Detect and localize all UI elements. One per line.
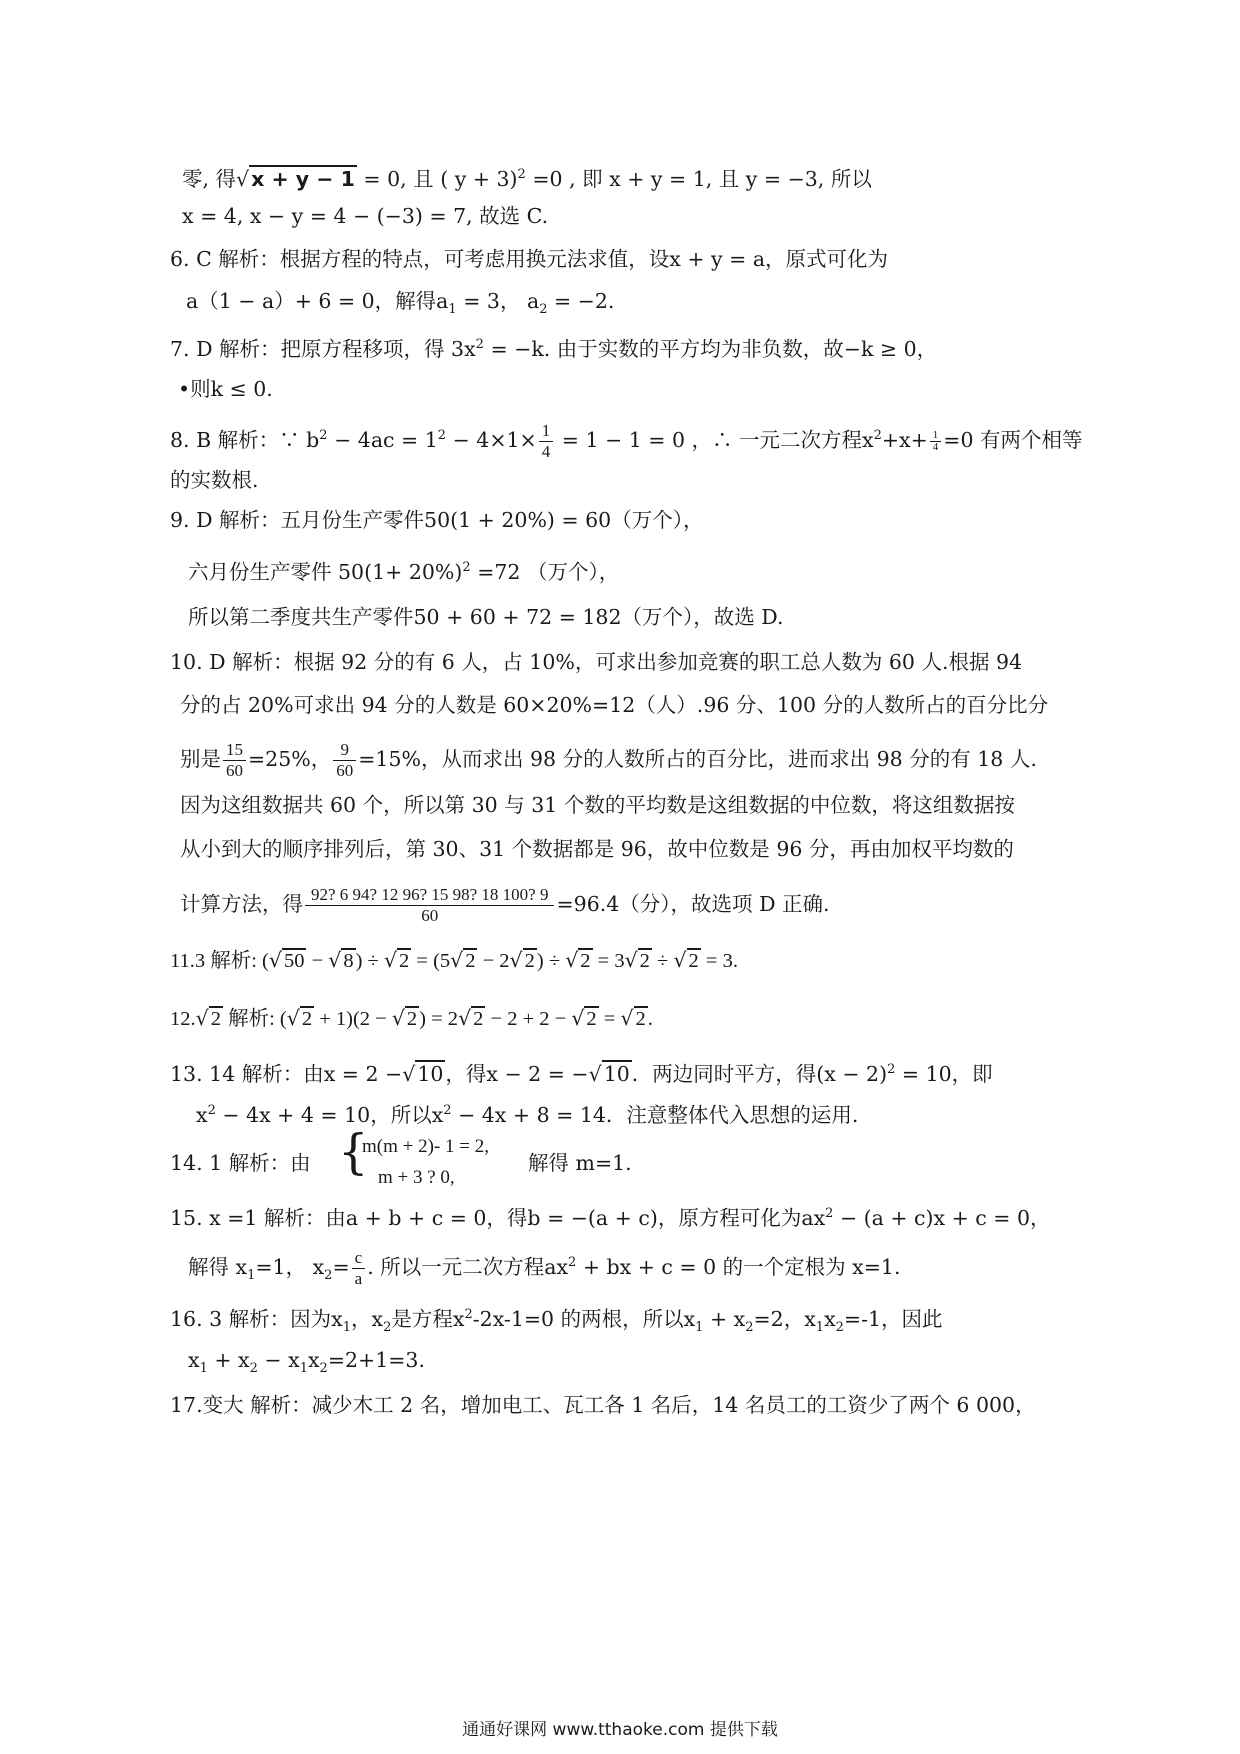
text-fragment: x = 4, x − y = 4 − (−3) = 7, 故选 C. — [182, 204, 549, 228]
radicand: 10 — [603, 1061, 630, 1086]
text-fragment: ) ÷ — [536, 950, 566, 972]
text-fragment: ．两边同时平方，得(x − 2) — [631, 1061, 888, 1086]
text-line — [182, 201, 548, 231]
text-line — [178, 374, 273, 404]
text-fragment: =1， x — [255, 1255, 325, 1279]
radical-sign: √ — [268, 948, 282, 972]
text-fragment: x — [824, 1306, 836, 1331]
text-line — [186, 286, 614, 325]
fraction — [333, 740, 356, 781]
text-fragment: 8. B 解析：∵ b — [170, 428, 320, 452]
radical-sign: √ — [402, 1061, 416, 1086]
text-fragment: = 3 — [592, 950, 625, 972]
superscript: 2 — [887, 1062, 896, 1077]
text-fragment: 从小到大的顺序排列后，第 30、31 个数据都是 96，故中位数是 96 分，再由加权平均数的 — [180, 837, 1014, 861]
fraction-numerator: 15 — [223, 740, 246, 761]
radicand: 2 — [210, 1008, 221, 1030]
answer-12-line — [170, 1003, 653, 1034]
text-fragment: + x — [703, 1306, 746, 1331]
text-fragment: m + 3 ? 0, — [378, 1167, 455, 1188]
fraction-numerator: 1 — [539, 421, 554, 442]
text-fragment: = −k. 由于实数的平方均为非负数，故−k ≥ 0， — [483, 336, 938, 361]
superscript: 2 — [568, 1255, 577, 1271]
text-fragment: 14. 1 解析：由 — [170, 1151, 311, 1175]
radicand: 50 — [283, 950, 305, 972]
fraction-denominator: 60 — [226, 761, 243, 780]
subscript: 2 — [745, 1319, 754, 1335]
text-line — [180, 834, 1014, 864]
text-line — [188, 1345, 425, 1384]
text-fragment: 16. 3 解析：因为x — [170, 1306, 343, 1331]
text-fragment: 解得 x — [188, 1255, 248, 1279]
text-fragment: =96.4（分），故选项 D 正确. — [556, 892, 830, 916]
text-fragment: − 2 + 2 − — [485, 1008, 572, 1030]
text-fragment: 解得 m=1. — [528, 1151, 632, 1175]
text-fragment: 零, 得 — [182, 166, 237, 191]
answer-13-line — [170, 1055, 993, 1089]
radical-sign: √ — [624, 948, 638, 972]
text-fragment: + bx + c = 0 的一个定根为 x=1. — [576, 1255, 901, 1279]
fraction-numerator: 92? 6 94? 12 96? 15 98? 18 100? 9 — [305, 885, 554, 906]
fraction-denominator: a — [354, 1269, 363, 1288]
superscript: 2 — [873, 428, 882, 444]
text-fragment: =72 （万个）， — [470, 559, 620, 584]
text-fragment: 12. — [170, 1008, 196, 1030]
radicand: 2 — [399, 950, 410, 972]
text-fragment: =0 有两个相等 — [943, 428, 1083, 452]
text-fragment: − — [306, 950, 329, 972]
text-fragment: = −2. — [547, 289, 615, 313]
text-fragment: 15. x =1 解析：由a + b + c = 0，得b = −(a + c)，原方程可化为ax — [170, 1205, 826, 1230]
fraction-denominator: 4 — [541, 442, 551, 461]
superscript: 2 — [437, 428, 447, 444]
radical-sign: √ — [571, 1006, 585, 1030]
text-fragment: 9. D 解析：五月份生产零件50(1 + 20%) = 60（万个）， — [170, 508, 704, 532]
text-fragment: x — [188, 1348, 200, 1372]
fraction — [352, 1248, 366, 1289]
answer-17-line — [170, 1390, 1036, 1420]
fraction-denominator: 60 — [336, 761, 354, 780]
text-fragment: = 3. — [700, 950, 738, 972]
answer-11-line — [170, 945, 738, 976]
text-line — [188, 602, 784, 632]
radical-sign: √ — [391, 1006, 405, 1030]
radical-sign: √ — [383, 948, 398, 972]
radicand: 2 — [639, 950, 650, 972]
radical-sign: √ — [328, 948, 342, 972]
text-fragment: a（1 − a）+ 6 = 0，解得a — [186, 289, 449, 313]
text-line — [528, 1148, 632, 1178]
text-fragment: 因为这组数据共 60 个，所以第 30 与 31 个数的平均数是这组数据的中位数，将这组数据按 — [180, 793, 1015, 817]
answer-10-line — [170, 647, 1022, 677]
radical-sign: √ — [620, 1006, 634, 1030]
radicand: 2 — [301, 1008, 313, 1030]
text-fragment: =2+1=3. — [327, 1348, 425, 1372]
text-fragment: − 4ac = 1 — [327, 428, 438, 452]
text-fragment: = — [332, 1255, 350, 1279]
subscript: 1 — [448, 302, 457, 318]
radicand: x + y − 1 — [251, 166, 355, 191]
text-fragment: 解析: ( — [222, 1008, 287, 1030]
text-fragment: − x — [257, 1348, 300, 1372]
radicand: 2 — [473, 1008, 484, 1030]
superscript: 2 — [462, 560, 471, 575]
page-footer: 通通好课网 www.tthaoke.com 提供下载 — [462, 1720, 778, 1740]
text-fragment: 别是 — [180, 747, 221, 771]
fraction — [930, 430, 942, 453]
radicand: 2 — [406, 1008, 418, 1030]
text-fragment: − 4×1× — [446, 428, 537, 452]
radical-sign: √ — [236, 166, 250, 191]
superscript: 2 — [319, 428, 328, 444]
subscript: 1 — [695, 1319, 704, 1335]
subscript: 2 — [835, 1319, 844, 1335]
radicand: 2 — [586, 1008, 597, 1030]
text-fragment: = — [598, 1008, 621, 1030]
radicand: 2 — [580, 950, 591, 972]
radicand: 2 — [524, 950, 535, 972]
text-fragment: − (a + c)x + c = 0， — [833, 1205, 1051, 1230]
text-fragment: + x — [207, 1348, 250, 1372]
answer-6-line — [170, 244, 888, 274]
radicand: 2 — [635, 1008, 646, 1030]
text-fragment: -2x-1=0 的两根，所以x — [472, 1306, 696, 1331]
fraction-denominator: 60 — [421, 906, 439, 925]
left-brace: { — [338, 1124, 369, 1180]
text-fragment: . 所以一元二次方程ax — [367, 1255, 569, 1279]
text-fragment: •则k ≤ 0. — [178, 377, 273, 401]
text-fragment: +x+ — [881, 428, 928, 452]
text-fragment: x — [307, 1348, 320, 1372]
answer-7-line — [170, 330, 937, 364]
radical-sign: √ — [673, 948, 687, 972]
equation-system-row — [378, 1163, 455, 1193]
text-fragment: ÷ — [651, 950, 674, 972]
superscript: 2 — [517, 167, 526, 182]
subscript: 2 — [324, 1268, 333, 1284]
text-fragment: 10. D 解析：根据 92 分的有 6 人，占 10%，可求出参加竞赛的职工总人数为 60 人.根据 94 — [170, 650, 1023, 674]
text-fragment: =2，x — [753, 1306, 816, 1331]
text-fragment: =-1，因此 — [843, 1306, 943, 1331]
text-fragment: =15%，从而求出 98 分的人数所占的百分比，进而求出 98 分的有 18 人. — [358, 747, 1037, 771]
radicand: 2 — [465, 950, 476, 972]
answer-16-line — [170, 1300, 943, 1343]
radicand: 2 — [688, 950, 699, 972]
text-fragment: ，x — [351, 1306, 384, 1331]
text-line — [180, 790, 1015, 820]
text-fragment: 的实数根. — [170, 468, 259, 492]
text-fragment: − 4x + 4 = 10，所以x — [215, 1102, 444, 1127]
subscript: 1 — [815, 1319, 825, 1335]
fraction — [539, 421, 554, 462]
text-fragment: = (5 — [411, 950, 451, 972]
text-fragment: x — [196, 1102, 208, 1127]
radical-sign: √ — [458, 1006, 472, 1030]
text-fragment: 计算方法，得 — [180, 892, 303, 916]
text-fragment: 17.变大 解析：减少木工 2 名，增加电工、瓦工各 1 名后，14 名员工的工资少了两个 6 000， — [170, 1393, 1036, 1417]
text-fragment: 7. D 解析：把原方程移项，得 3x — [170, 336, 476, 361]
radicand: 10 — [417, 1061, 444, 1086]
text-fragment: = 0, 且 ( y + 3) — [356, 166, 518, 191]
answer-8-line — [170, 421, 1083, 462]
answer-14-line — [170, 1148, 311, 1178]
text-fragment: =25%， — [248, 747, 332, 771]
text-fragment: m(m + 2)- 1 = 2, — [362, 1136, 489, 1157]
text-fragment: 所以第二季度共生产零件50 + 60 + 72 = 182（万个），故选 D. — [188, 605, 784, 629]
answer-9-line — [170, 505, 703, 535]
fraction-numerator: c — [352, 1248, 366, 1269]
equation-system-row — [362, 1132, 489, 1162]
subscript: 1 — [299, 1361, 308, 1377]
superscript: 2 — [475, 337, 484, 352]
text-fragment: = 3， a — [456, 289, 540, 313]
radicand: 8 — [343, 950, 354, 972]
subscript: 1 — [247, 1268, 256, 1284]
text-fragment: ，得x − 2 = − — [445, 1061, 589, 1086]
text-fragment: 6. C 解析：根据方程的特点，可考虑用换元法求值，设x + y = a，原式可化为 — [170, 247, 889, 271]
text-fragment: 分的占 20%可求出 94 分的人数是 60×20%=12（人）.96 分、100 分的人数所占的百分比分 — [180, 693, 1049, 717]
superscript: 2 — [464, 1307, 473, 1322]
fraction-numerator: 1 — [930, 430, 942, 442]
text-line — [170, 465, 259, 495]
subscript: 2 — [383, 1319, 392, 1335]
text-fragment: = 10，即 — [895, 1061, 993, 1086]
fraction — [223, 740, 246, 781]
superscript: 2 — [825, 1206, 834, 1221]
radical-sign: √ — [286, 1006, 300, 1030]
text-fragment: ) = 2 — [419, 1008, 459, 1030]
radical-sign: √ — [450, 948, 464, 972]
text-fragment: =0 , 即 x + y = 1, 且 y = −3, 所以 — [525, 166, 872, 191]
text-fragment: − 4x + 8 = 14．注意整体代入思想的运用. — [451, 1102, 859, 1127]
text-fragment: = 1 − 1 = 0 ，∴ 一元二次方程x — [555, 428, 874, 452]
fraction-numerator: 9 — [333, 740, 356, 761]
superscript: 2 — [443, 1103, 452, 1118]
text-line — [196, 1096, 858, 1130]
radical-sign: √ — [509, 948, 523, 972]
text-fragment: ) ÷ — [355, 950, 384, 972]
subscript: 1 — [342, 1319, 352, 1335]
text-fragment: + 1)(2 − — [314, 1008, 392, 1030]
text-fragment: 六月份生产零件 50(1+ 20%) — [188, 559, 463, 584]
text-line — [180, 740, 1037, 781]
text-fragment: 13. 14 解析：由x = 2 − — [170, 1061, 403, 1086]
text-line — [188, 1248, 900, 1291]
superscript: 2 — [207, 1103, 216, 1118]
text-fragment: . — [647, 1008, 653, 1030]
answer-15-line — [170, 1199, 1051, 1233]
radical-sign: √ — [565, 948, 579, 972]
text-fragment: 11.3 解析: ( — [170, 950, 269, 972]
subscript: 2 — [249, 1361, 258, 1377]
text-fragment: 是方程x — [391, 1306, 465, 1331]
text-line — [182, 160, 872, 194]
text-line — [188, 553, 619, 587]
radical-sign: √ — [195, 1006, 209, 1030]
fraction — [305, 885, 554, 926]
subscript: 1 — [199, 1361, 208, 1377]
text-fragment: − 2 — [477, 950, 510, 972]
fraction-denominator: 4 — [932, 441, 939, 453]
radical-sign: √ — [588, 1061, 602, 1086]
text-line — [180, 885, 830, 926]
subscript: 2 — [319, 1361, 328, 1377]
subscript: 2 — [539, 302, 548, 318]
text-line — [180, 690, 1048, 720]
